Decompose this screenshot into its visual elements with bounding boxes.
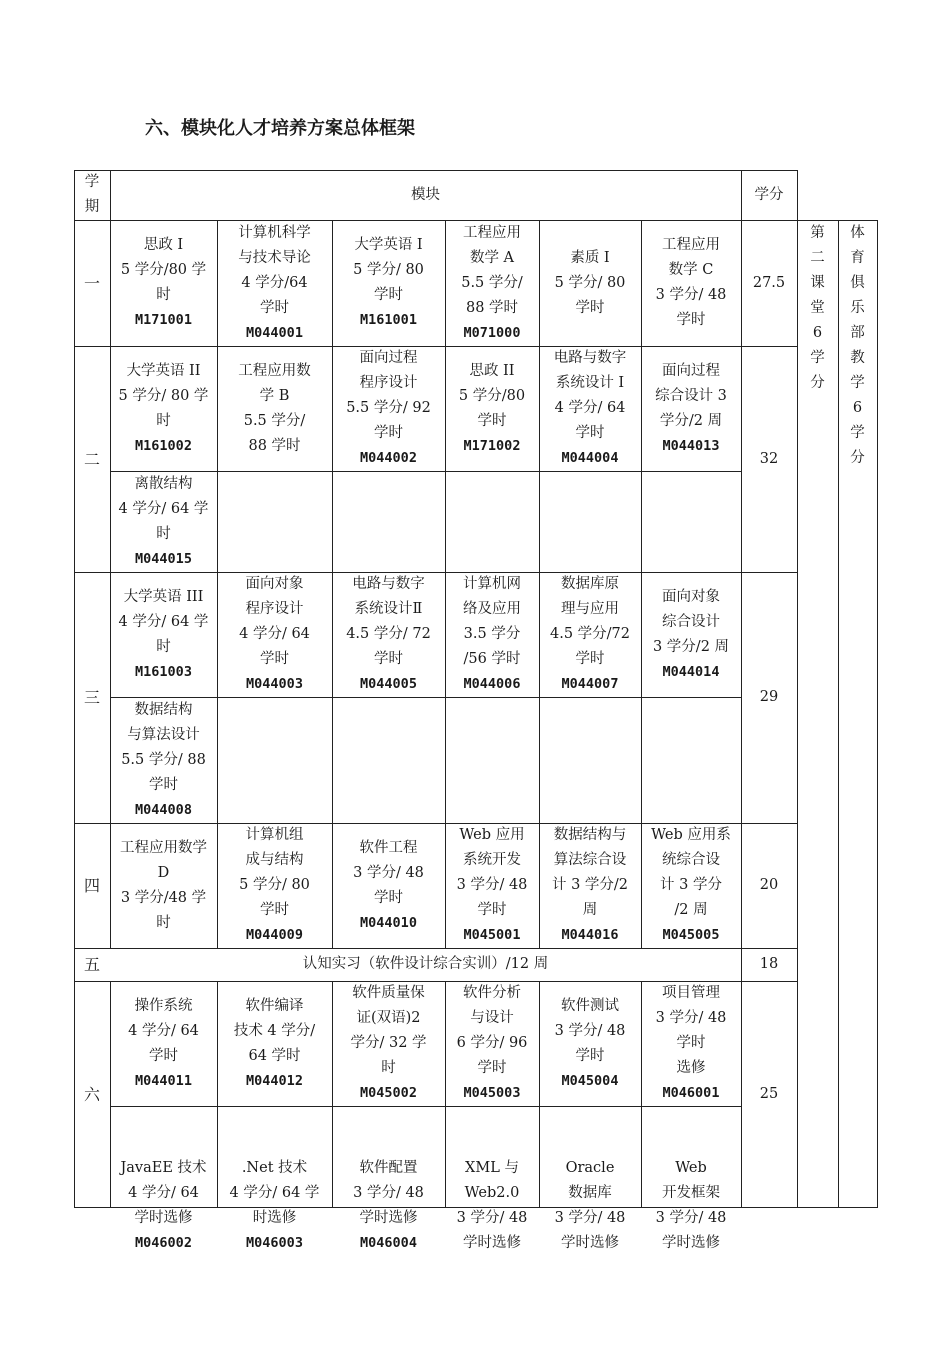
cell-text: 18 — [759, 956, 779, 972]
course-cell — [110, 572, 217, 697]
course-cell — [641, 823, 741, 948]
cell-text: 时 — [156, 412, 171, 429]
cell-text: 学分 — [754, 186, 784, 203]
course-cell — [110, 1106, 217, 1271]
cell-text: 数据结构 — [134, 701, 193, 718]
side-char: 俱 — [850, 275, 865, 291]
course-cell — [641, 1106, 741, 1271]
course-cell — [217, 346, 332, 471]
cell-text: 5 学分/80 — [458, 387, 526, 404]
course-code: M161001 — [360, 312, 417, 328]
cell-text: Web 应用系 — [651, 827, 731, 843]
cell-text: 3 学分/ 48 — [456, 1210, 528, 1226]
cell-text: 4 学分/ 64 学 — [229, 1185, 320, 1201]
cell-text: Oracle — [565, 1160, 615, 1176]
course-code: M045005 — [662, 927, 720, 943]
empty-cell — [332, 697, 445, 823]
cell-text: 认知实习（软件设计综合实训）/12 周 — [302, 956, 549, 972]
cell-text: 软件工程 — [359, 839, 418, 856]
cell-text: 时 — [381, 1060, 396, 1076]
internship-cell — [110, 948, 741, 981]
course-code: M161002 — [135, 437, 192, 454]
cell-text: 27.5 — [752, 274, 786, 291]
cell-text: 88 学时 — [465, 299, 519, 316]
credit-value — [741, 823, 797, 948]
side-char: 第 — [810, 225, 825, 241]
cell-text: 学时 — [575, 1047, 605, 1064]
side-char: 乐 — [850, 300, 865, 316]
cell-text: 时 — [156, 638, 171, 655]
cell-text: 3 学分/ 48 — [655, 287, 727, 303]
cell-text: 计算机科学 — [238, 224, 311, 241]
course-code: M045004 — [561, 1072, 619, 1089]
side-char: 教 — [850, 350, 865, 366]
cell-text: 思政 II — [469, 362, 515, 379]
cell-text: 工程应用 — [662, 237, 720, 253]
header-term — [74, 170, 110, 220]
cell-text: 3 学分/48 学 — [120, 889, 207, 906]
course-cell — [110, 697, 217, 823]
cell-text: 技术 4 学分/ — [233, 1022, 316, 1039]
cell-text: 3 学分/ 48 — [655, 1210, 727, 1226]
cell-text: 学时 — [260, 651, 289, 667]
empty-cell — [539, 471, 641, 572]
course-cell — [641, 981, 741, 1106]
cell-text: /56 学时 — [463, 651, 521, 667]
course-code: M044007 — [561, 676, 619, 692]
course-cell — [332, 220, 445, 346]
course-code: M044015 — [135, 550, 192, 567]
course-code: M044006 — [463, 676, 521, 692]
cell-text: 工程应用数 — [238, 362, 311, 379]
course-cell — [332, 981, 445, 1106]
sports-club-label — [838, 221, 877, 471]
cell-text: 离散结构 — [134, 475, 193, 492]
cell-text: /2 周 — [674, 902, 708, 918]
cell-text: 证(双语)2 — [356, 1010, 421, 1026]
header-module — [110, 170, 741, 220]
course-cell — [110, 346, 217, 471]
cell-text: 4 学分/ 64 — [239, 626, 310, 642]
cell-text: 程序设计 — [359, 375, 418, 391]
credit-value — [741, 948, 797, 981]
cell-text: 29 — [759, 689, 779, 705]
side-char: 学 — [850, 425, 865, 441]
cell-text: 3 学分/ 48 — [456, 877, 528, 893]
course-cell — [217, 981, 332, 1106]
cell-text: .Net 技术 — [241, 1160, 308, 1176]
course-cell — [332, 823, 445, 948]
cell-text: 32 — [759, 450, 779, 467]
cell-text: 学分/ 32 学 — [350, 1035, 427, 1051]
cell-text: 3.5 学分 — [463, 626, 521, 642]
empty-cell — [445, 697, 539, 823]
cell-text: 3 学分/2 周 — [652, 638, 730, 655]
course-cell — [539, 572, 641, 697]
cell-text: 电路与数字 — [553, 350, 627, 366]
term-label — [74, 823, 110, 948]
course-code: M044014 — [662, 663, 720, 680]
course-cell — [217, 1106, 332, 1271]
cell-text: 学时选修 — [463, 1235, 521, 1251]
cell-text: 学时选修 — [561, 1235, 619, 1251]
cell-text: 开发框架 — [662, 1185, 720, 1201]
cell-text: 面向过程 — [662, 362, 720, 379]
cell-text: 学时 — [676, 312, 706, 328]
course-cell — [217, 220, 332, 346]
course-code: M071000 — [463, 324, 521, 341]
side-char: 二 — [810, 250, 825, 266]
cell-text: 学时 — [676, 1035, 706, 1051]
course-code: M044012 — [246, 1072, 303, 1089]
cell-text: 时 — [156, 525, 171, 542]
side-char: 堂 — [810, 300, 825, 316]
cell-text: 与算法设计 — [127, 726, 200, 743]
cell-text: JavaEE 技术 — [120, 1160, 207, 1176]
cell-text: 学时 — [477, 902, 507, 918]
cell-text: 4 学分/64 — [241, 274, 308, 291]
cell-text: 数据库原 — [561, 576, 619, 592]
cell-text: 4.5 学分/72 — [549, 626, 630, 642]
cell-text: 学时 — [575, 651, 605, 667]
cell-text: 20 — [759, 877, 779, 893]
term-label — [74, 572, 110, 823]
second-classroom-label — [797, 221, 838, 396]
course-cell — [332, 1106, 445, 1271]
course-cell — [539, 1106, 641, 1271]
cell-text: 计算机网 — [463, 576, 521, 592]
cell-text: 大学英语 II — [126, 362, 201, 379]
course-code: M044016 — [561, 927, 619, 943]
course-code: M046001 — [662, 1085, 720, 1101]
cell-text: 5.5 学分/ 88 — [121, 751, 206, 768]
cell-text: 算法综合设 — [553, 852, 627, 868]
cell-text: 成与结构 — [245, 852, 304, 868]
course-cell — [110, 471, 217, 572]
term-label — [74, 220, 110, 346]
cell-text: 3 学分/ 48 — [353, 1185, 424, 1201]
course-code: M046003 — [246, 1235, 303, 1251]
course-code: M046004 — [360, 1235, 417, 1251]
credit-value — [741, 572, 797, 823]
cell-text: 3 学分/ 48 — [655, 1010, 727, 1026]
cell-text: 一 — [83, 273, 100, 293]
cell-text: 学时 — [575, 425, 605, 441]
cell-text: 与设计 — [470, 1010, 514, 1026]
cell-text: 系统开发 — [463, 852, 521, 868]
cell-text: 软件质量保 — [352, 985, 425, 1001]
cell-text: 数学 C — [668, 262, 714, 278]
cell-text: 操作系统 — [134, 997, 193, 1014]
cell-text: 学分/2 周 — [659, 412, 723, 429]
course-code: M045003 — [463, 1085, 521, 1101]
empty-cell — [217, 471, 332, 572]
empty-cell — [217, 697, 332, 823]
cell-text: 4 学分/ 64 — [128, 1022, 199, 1039]
cell-text: 综合设计 — [662, 613, 720, 630]
cell-text: 学时 — [374, 889, 403, 906]
side-char: 育 — [850, 250, 865, 266]
course-cell — [445, 346, 539, 471]
cell-text: 络及应用 — [463, 601, 521, 617]
side-char: 6 — [812, 325, 823, 341]
course-code: M161003 — [135, 663, 192, 680]
course-code: M171002 — [463, 437, 521, 454]
cell-text: 系统设计 I — [555, 375, 625, 391]
course-code: M044003 — [246, 676, 303, 692]
cell-text: 4 学分/ 64 — [128, 1185, 199, 1201]
cell-text: 时选修 — [252, 1210, 297, 1226]
cell-text: 6 学分/ 96 — [456, 1035, 528, 1051]
cell-text: 六 — [83, 1084, 100, 1104]
cell-text: 计 3 学分/2 — [551, 877, 629, 893]
cell-text: 学时 — [374, 425, 403, 441]
side-char: 学 — [850, 375, 865, 391]
course-cell — [539, 823, 641, 948]
cell-text: 软件编译 — [245, 997, 304, 1014]
cell-text: 25 — [759, 1085, 779, 1102]
cell-text: 时 — [156, 914, 171, 931]
cell-text: 4 学分/ 64 学 — [118, 500, 209, 517]
cell-text: 5 学分/ 80 — [239, 877, 310, 893]
cell-text: 学时选修 — [134, 1210, 193, 1226]
side-char: 部 — [850, 325, 865, 341]
cell-text: 计算机组 — [245, 827, 304, 843]
cell-text: Web2.0 — [464, 1185, 520, 1201]
cell-text: Web — [675, 1160, 707, 1176]
cell-text: 选修 — [676, 1060, 706, 1076]
cell-text: 学时 — [260, 902, 289, 918]
course-cell — [641, 346, 741, 471]
cell-text: 5.5 学分/ — [461, 274, 523, 291]
cell-text: 思政 I — [143, 237, 184, 253]
course-code: M044004 — [561, 450, 619, 466]
cell-text: 综合设计 3 — [655, 387, 727, 404]
cell-text: 学时 — [477, 1060, 507, 1076]
cell-text: 学时 — [260, 299, 289, 316]
cell-text: 二 — [83, 449, 100, 469]
course-cell — [217, 823, 332, 948]
cell-text: 时 — [156, 287, 171, 303]
cell-text: 大学英语 III — [123, 588, 204, 605]
course-code: M045002 — [360, 1085, 417, 1101]
cell-text: 3 学分/ 48 — [554, 1210, 626, 1226]
cell-text: 面向对象 — [245, 576, 304, 592]
cell-text: 4.5 学分/ 72 — [346, 626, 431, 642]
cell-text: 三 — [83, 688, 100, 707]
cell-text: 电路与数字 — [352, 576, 425, 592]
cell-text: 四 — [83, 876, 100, 895]
course-cell — [641, 220, 741, 346]
cell-text: 周 — [582, 902, 598, 918]
course-cell — [217, 572, 332, 697]
cell-text: 5 学分/ 80 — [554, 274, 626, 291]
cell-text: D — [157, 864, 170, 881]
cell-text: 学 — [84, 174, 100, 190]
cell-text: 数据库 — [568, 1185, 612, 1201]
cell-text: 软件配置 — [359, 1160, 418, 1176]
course-cell — [110, 220, 217, 346]
course-code: M044011 — [135, 1072, 192, 1089]
cell-text: 学时 — [374, 287, 403, 303]
cell-text: 5 学分/ 80 学 — [118, 387, 209, 404]
cell-text: 学时 — [575, 299, 605, 316]
empty-cell — [641, 471, 741, 572]
course-code: M171001 — [135, 312, 192, 328]
side-char: 分 — [810, 375, 825, 391]
cell-text: 88 学时 — [248, 437, 301, 454]
course-code: M044008 — [135, 801, 192, 818]
course-code: M046002 — [135, 1235, 192, 1251]
cell-text: 工程应用数学 — [120, 839, 207, 856]
course-code: M044001 — [246, 324, 303, 341]
course-code: M044009 — [246, 927, 303, 943]
cell-text: 软件分析 — [463, 985, 521, 1001]
course-cell — [539, 981, 641, 1106]
cell-text: 学时 — [477, 412, 507, 429]
course-cell — [110, 981, 217, 1106]
course-cell — [332, 346, 445, 471]
cell-text: 面向过程 — [359, 350, 418, 366]
cell-text: 学时选修 — [359, 1210, 418, 1226]
cell-text: 项目管理 — [662, 985, 720, 1001]
cell-text: 5 学分/ 80 — [353, 262, 424, 278]
cell-text: 5 学分/80 学 — [120, 262, 207, 278]
course-cell — [332, 572, 445, 697]
cell-text: 学时选修 — [662, 1235, 720, 1251]
cell-text: 软件测试 — [561, 997, 619, 1014]
cell-text: 素质 I — [570, 249, 610, 266]
credit-value — [741, 981, 797, 1207]
course-cell — [641, 572, 741, 697]
course-code: M044002 — [360, 450, 417, 466]
course-cell — [445, 220, 539, 346]
term-label — [74, 981, 110, 1207]
side-char: 分 — [850, 450, 865, 466]
side-char: 6 — [852, 400, 863, 416]
course-code: M044013 — [662, 437, 720, 454]
cell-text: 64 学时 — [248, 1047, 301, 1064]
course-cell — [445, 1106, 539, 1271]
cell-text: 程序设计 — [245, 601, 304, 617]
cell-text: XML 与 — [465, 1160, 519, 1176]
side-char: 课 — [810, 275, 825, 291]
cell-text: 学时 — [149, 776, 178, 793]
course-cell — [539, 346, 641, 471]
cell-text: 4 学分/ 64 学 — [118, 613, 209, 630]
cell-text: 计 3 学分 — [660, 877, 722, 893]
cell-text: 工程应用 — [463, 224, 521, 241]
cell-text: 系统设计Ⅱ — [354, 601, 423, 617]
term-label — [74, 948, 110, 981]
term-label — [74, 346, 110, 572]
course-cell — [445, 823, 539, 948]
side-char: 学 — [810, 350, 825, 366]
cell-text: 期 — [84, 199, 100, 215]
empty-cell — [641, 697, 741, 823]
cell-text: 统综合设 — [662, 852, 720, 868]
empty-cell — [332, 471, 445, 572]
cell-text: 5.5 学分/ — [243, 412, 306, 429]
header-credit — [741, 170, 797, 220]
cell-text: 数学 A — [469, 249, 515, 266]
side-char: 体 — [850, 225, 865, 241]
cell-text: 与技术导论 — [238, 249, 311, 266]
cell-text: 5.5 学分/ 92 — [346, 400, 431, 416]
cell-text: 数据结构与 — [553, 827, 627, 843]
cell-text: 模块 — [411, 186, 440, 203]
course-code: M044010 — [360, 914, 417, 931]
course-cell — [445, 981, 539, 1106]
cell-text: Web 应用 — [459, 827, 525, 843]
cell-text: 学时 — [149, 1047, 178, 1064]
cell-text: 学 B — [259, 387, 290, 404]
cell-text: 面向对象 — [662, 588, 720, 605]
cell-text: 3 学分/ 48 — [554, 1022, 626, 1039]
empty-cell — [445, 471, 539, 572]
credit-value — [741, 220, 797, 346]
course-cell — [445, 572, 539, 697]
cell-text: 3 学分/ 48 — [353, 864, 424, 881]
cell-text: 大学英语 I — [354, 237, 423, 253]
course-cell — [539, 220, 641, 346]
empty-cell — [539, 697, 641, 823]
course-cell — [110, 823, 217, 948]
cell-text: 学时 — [374, 651, 403, 667]
cell-text: 五 — [83, 955, 100, 974]
course-code: M044005 — [360, 676, 417, 692]
cell-text: 理与应用 — [561, 601, 619, 617]
cell-text: 4 学分/ 64 — [554, 400, 626, 416]
credit-value — [741, 346, 797, 572]
course-code: M045001 — [463, 927, 521, 943]
page-title: 六、模块化人才培养方案总体框架 — [145, 118, 415, 139]
